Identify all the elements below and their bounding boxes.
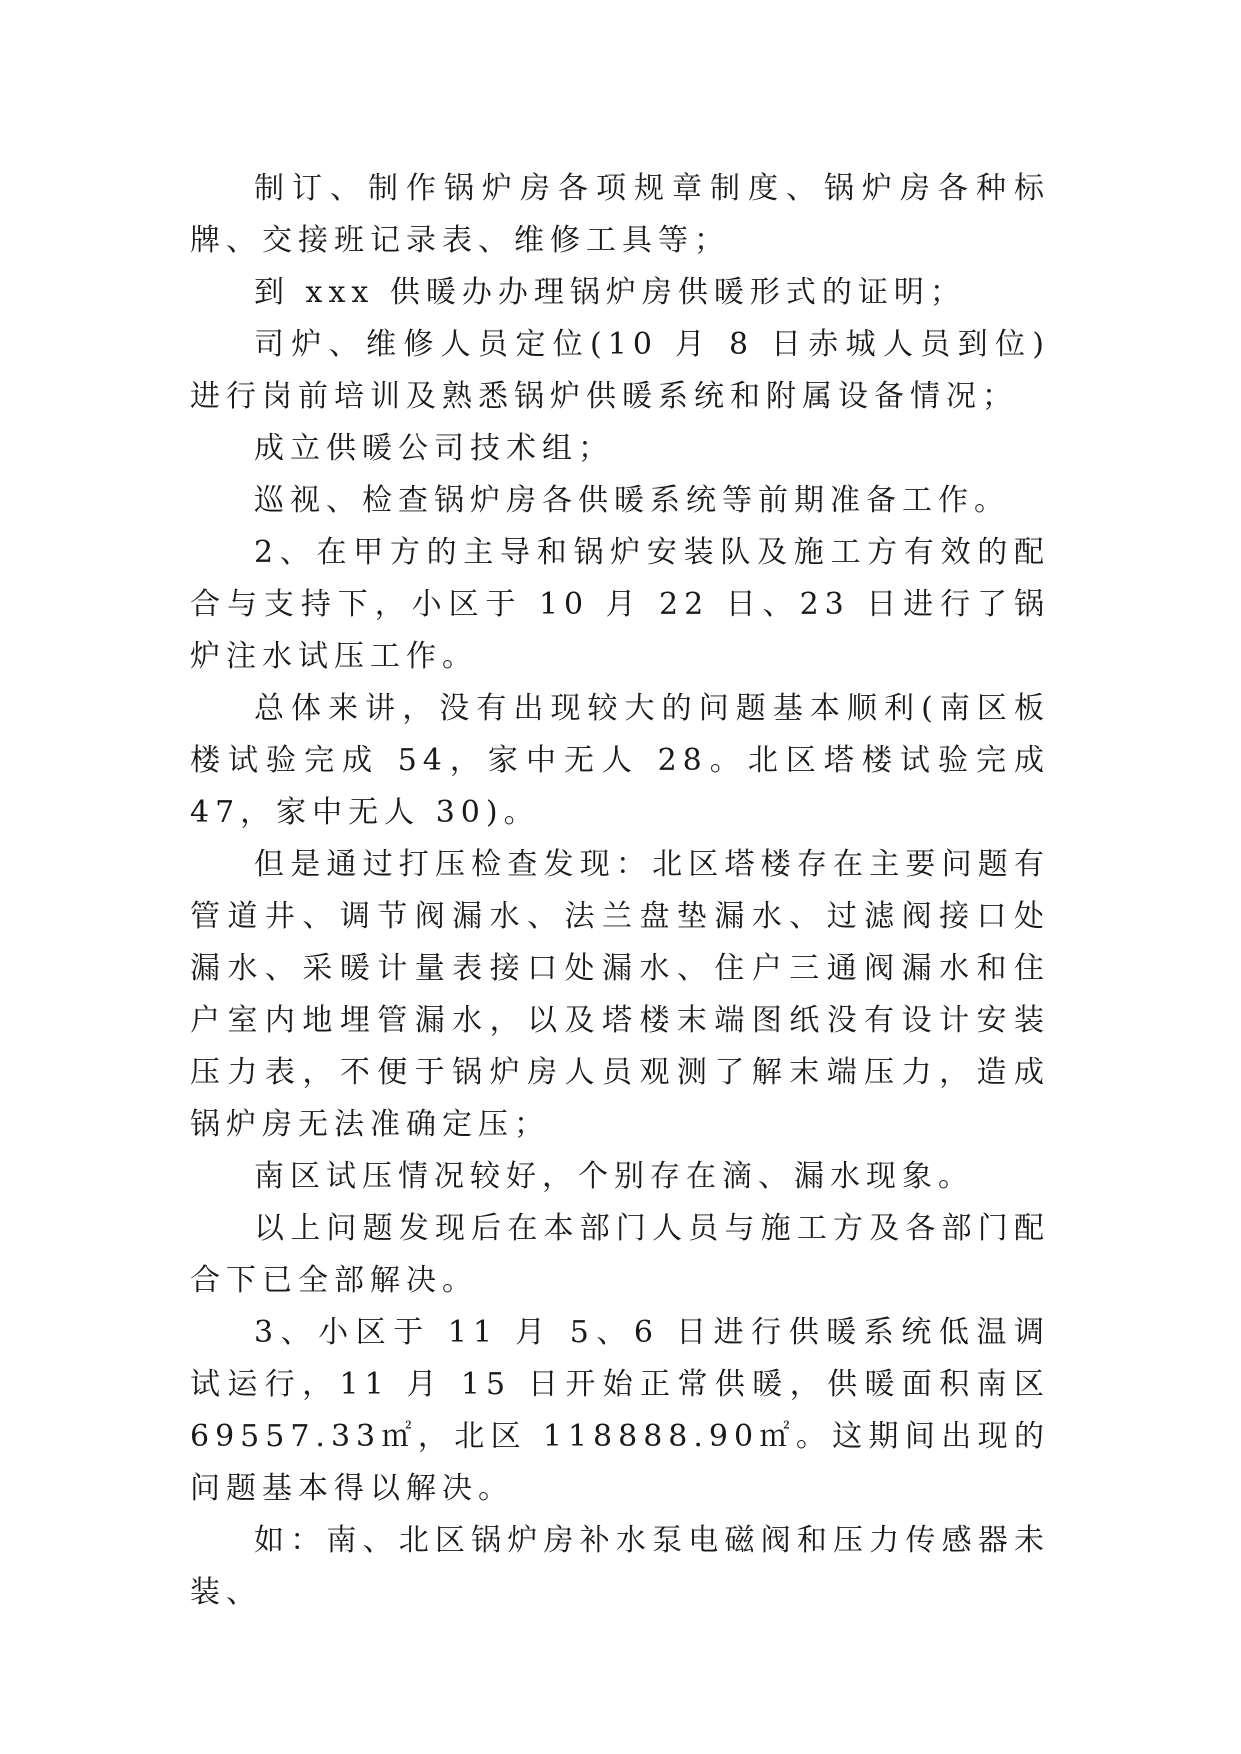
paragraph-7: 总体来讲，没有出现较大的问题基本顺利(南区板楼试验完成 54，家中无人 28。北区塔楼试验完成 47，家中无人 30)。 xyxy=(190,691,1050,830)
document-body xyxy=(190,163,1050,1619)
paragraph-9: 南区试压情况较好，个别存在滴、漏水现象。 xyxy=(254,1159,974,1194)
paragraph-6: 2、在甲方的主导和锅炉安装队及施工方有效的配合与支持下，小区于 10 月 22 日、23 日进行了锅炉注水试压工作。 xyxy=(190,535,1050,674)
paragraph-5: 巡视、检查锅炉房各供暖系统等前期准备工作。 xyxy=(254,483,1010,518)
paragraph-1: 制订、制作锅炉房各项规章制度、锅炉房各种标牌、交接班记录表、维修工具等； xyxy=(190,171,1050,258)
paragraph-2: 到 xxx 供暖办办理锅炉房供暖形式的证明； xyxy=(254,275,966,310)
paragraph-3: 司炉、维修人员定位(10 月 8 日赤城人员到位)进行岗前培训及熟悉锅炉供暖系统和附属设备情况； xyxy=(190,327,1050,414)
paragraph-10: 以上问题发现后在本部门人员与施工方及各部门配合下已全部解决。 xyxy=(190,1211,1050,1298)
paragraph-4: 成立供暖公司技术组； xyxy=(254,431,614,466)
paragraph-8: 但是通过打压检查发现：北区塔楼存在主要问题有管道井、调节阀漏水、法兰盘垫漏水、过滤阀接口处漏水、采暖计量表接口处漏水、住户三通阀漏水和住户室内地埋管漏水，以及塔楼末端图纸没有设计安装压力表，不便于锅炉房人员观测了解末端压力，造成锅炉房无法准确定压； xyxy=(190,847,1050,1142)
paragraph-11: 3、小区于 11 月 5、6 日进行供暖系统低温调试运行，11 月 15 日开始正常供暖，供暖面积南区 69557.33㎡，北区 118888.90㎡。这期间出现的问题基本得以解决。 xyxy=(190,1315,1050,1506)
paragraph-12: 如：南、北区锅炉房补水泵电磁阀和压力传感器未装、 xyxy=(190,1523,1050,1610)
